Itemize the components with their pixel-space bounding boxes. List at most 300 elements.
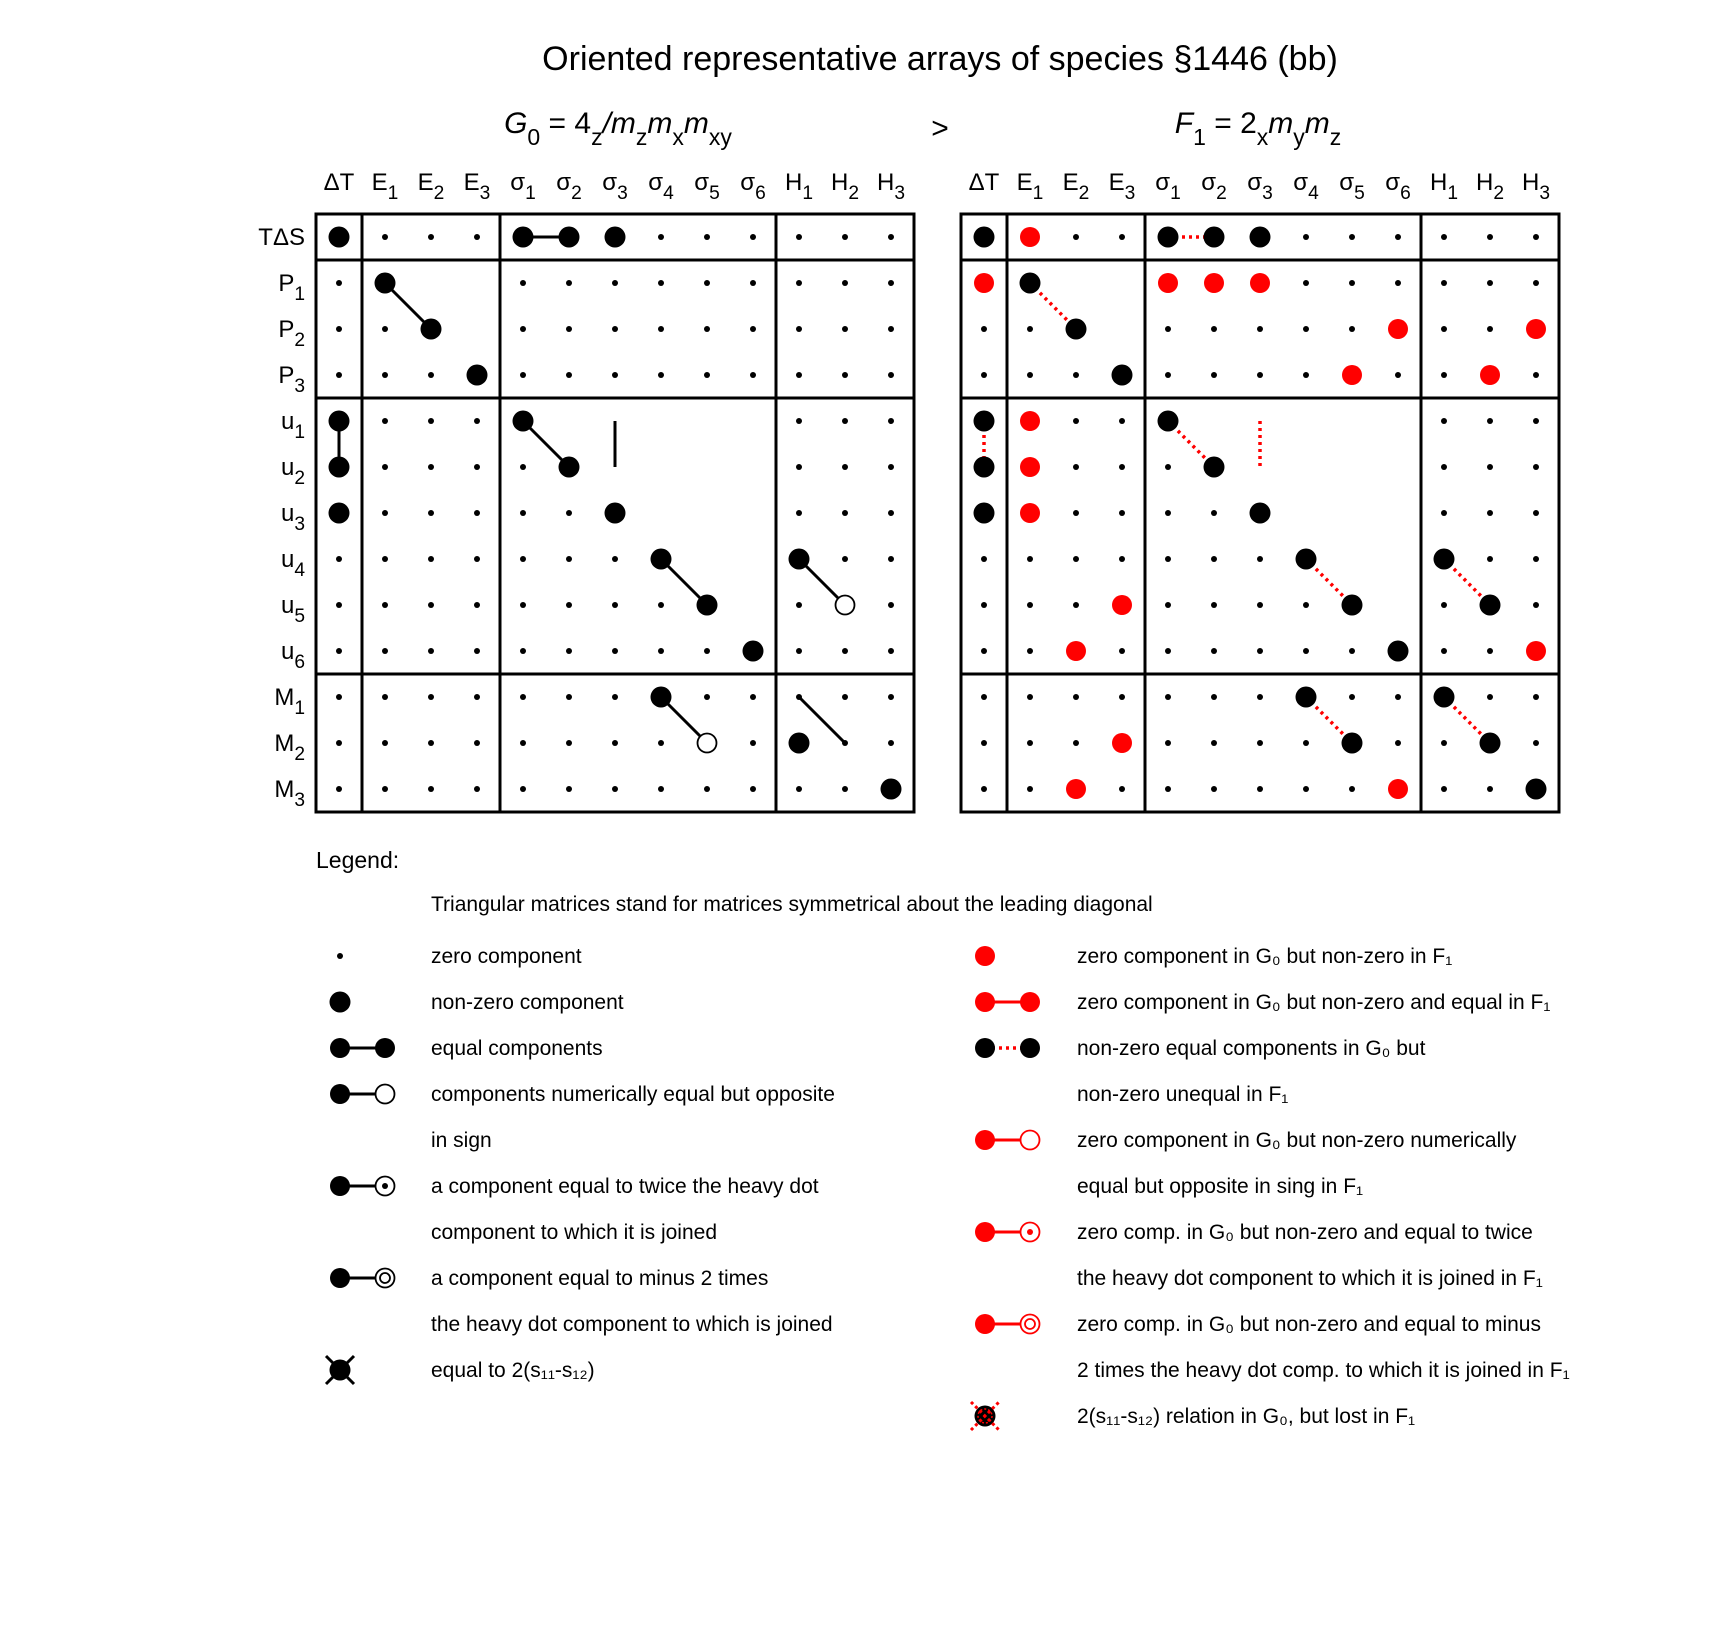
nonzero-component: [974, 227, 995, 248]
row-header: $u_5$: [280, 592, 305, 628]
zero-component: [750, 694, 756, 700]
zero-component: [382, 326, 388, 332]
zero-component: [566, 694, 572, 700]
legend-symbol-minus2: [330, 1268, 395, 1288]
column-header: $E_2$: [1062, 169, 1090, 205]
zero-component: [1441, 740, 1447, 746]
zero-component: [336, 372, 342, 378]
zero-component: [1487, 786, 1493, 792]
legend-symbol-red: [975, 946, 995, 966]
legend-symbol-dotted: [975, 1038, 1040, 1058]
nonzero-component: [375, 273, 396, 294]
zero-component: [1487, 694, 1493, 700]
zero-component: [1303, 602, 1309, 608]
zero-component: [612, 372, 618, 378]
nonzero-component: [974, 503, 995, 524]
zero-component: [1395, 372, 1401, 378]
zero-component: [1073, 694, 1079, 700]
zero-component: [796, 786, 802, 792]
zero-component: [750, 280, 756, 286]
nonzero-component: [743, 641, 764, 662]
legend-text: zero component: [431, 945, 582, 968]
zero-component: [888, 740, 894, 746]
column-header: $H_3$: [876, 169, 906, 205]
zero-component: [1441, 602, 1447, 608]
zero-component: [981, 372, 987, 378]
zero-component: [428, 740, 434, 746]
zero-component: [1119, 786, 1125, 792]
legend-symbol-small: [337, 953, 343, 959]
zero-component: [888, 372, 894, 378]
zero-component: [1349, 234, 1355, 240]
legend-symbol-red-opposite: [975, 1130, 1040, 1150]
zero-component: [474, 648, 480, 654]
zero-component: [382, 418, 388, 424]
zero-component: [1211, 740, 1217, 746]
zero-component: [1211, 602, 1217, 608]
column-header: $H_1$: [784, 169, 814, 205]
zero-component: [704, 234, 710, 240]
column-header: $\sigma_2$: [1201, 169, 1227, 205]
zero-component: [520, 556, 526, 562]
zero-component: [1303, 280, 1309, 286]
zero-component: [658, 648, 664, 654]
zero-component: [474, 786, 480, 792]
zero-component: [1487, 648, 1493, 654]
red-component: [1020, 457, 1040, 477]
zero-component: [1119, 510, 1125, 516]
comparison-symbol: >: [931, 112, 949, 145]
red-component: [1250, 273, 1270, 293]
zero-component: [474, 694, 480, 700]
nonzero-component: [974, 457, 995, 478]
zero-component: [796, 418, 802, 424]
column-header: $\sigma_6$: [1385, 169, 1411, 205]
legend-text: components numerically equal but opposite: [431, 1083, 835, 1106]
red-component: [1388, 319, 1408, 339]
zero-component: [1119, 418, 1125, 424]
zero-component: [842, 740, 848, 746]
group-g0-heading: [504, 107, 732, 150]
legend-symbol-red-minus2: [975, 1314, 1040, 1334]
zero-component: [750, 326, 756, 332]
zero-component: [382, 234, 388, 240]
zero-component: [566, 556, 572, 562]
zero-component: [888, 464, 894, 470]
zero-component: [566, 372, 572, 378]
zero-component: [612, 602, 618, 608]
zero-component: [566, 648, 572, 654]
zero-component: [1441, 464, 1447, 470]
zero-component: [336, 694, 342, 700]
zero-component: [842, 648, 848, 654]
zero-component: [1211, 786, 1217, 792]
zero-component: [658, 786, 664, 792]
zero-component: [704, 694, 710, 700]
column-header: $\sigma_3$: [1247, 169, 1273, 205]
red-component: [1526, 641, 1546, 661]
zero-component: [1027, 372, 1033, 378]
zero-component: [336, 280, 342, 286]
zero-component: [842, 464, 848, 470]
zero-component: [1533, 740, 1539, 746]
legend-text: non-zero unequal in F₁: [1077, 1083, 1289, 1106]
nonzero-component: [329, 503, 350, 524]
zero-component: [1027, 786, 1033, 792]
zero-component: [1073, 234, 1079, 240]
red-component: [1112, 733, 1132, 753]
zero-component: [520, 326, 526, 332]
row-header: $P_1$: [278, 270, 305, 306]
column-header: ΔT: [323, 169, 355, 196]
matrix-f1: [961, 169, 1559, 812]
zero-component: [750, 786, 756, 792]
zero-component: [658, 602, 664, 608]
nonzero-component: [605, 227, 626, 248]
zero-component: [382, 372, 388, 378]
row-header: $P_3$: [278, 362, 305, 398]
zero-component: [1211, 510, 1217, 516]
zero-component: [1349, 280, 1355, 286]
column-header: $\sigma_4$: [648, 169, 674, 205]
column-header: $\sigma_3$: [602, 169, 628, 205]
zero-component: [981, 602, 987, 608]
nonzero-component: [1480, 733, 1501, 754]
zero-component: [1119, 556, 1125, 562]
zero-component: [1257, 556, 1263, 562]
diagram-title: Oriented representative arrays of species §1446 (bb): [542, 40, 1338, 78]
zero-component: [1119, 464, 1125, 470]
zero-component: [1211, 694, 1217, 700]
nonzero-component: [1434, 687, 1455, 708]
row-header: $u_3$: [280, 500, 305, 536]
zero-component: [796, 648, 802, 654]
nonzero-component: [467, 365, 488, 386]
zero-component: [520, 648, 526, 654]
zero-component: [382, 648, 388, 654]
zero-component: [1073, 602, 1079, 608]
zero-component: [1395, 694, 1401, 700]
nonzero-component: [789, 733, 810, 754]
zero-component: [796, 326, 802, 332]
red-component: [974, 273, 994, 293]
zero-component: [1073, 418, 1079, 424]
zero-component: [1119, 234, 1125, 240]
nonzero-component: [974, 411, 995, 432]
zero-component: [1533, 556, 1539, 562]
zero-component: [1303, 234, 1309, 240]
zero-component: [1165, 694, 1171, 700]
zero-component: [566, 602, 572, 608]
legend-symbol-twice: [330, 1176, 395, 1196]
column-header: $\sigma_1$: [1155, 169, 1181, 205]
zero-component: [1027, 694, 1033, 700]
zero-component: [1165, 648, 1171, 654]
nonzero-component: [651, 687, 672, 708]
zero-component: [750, 740, 756, 746]
zero-component: [704, 648, 710, 654]
row-header: $u_1$: [280, 408, 305, 444]
zero-component: [382, 464, 388, 470]
zero-component: [428, 786, 434, 792]
zero-component: [981, 694, 987, 700]
row-header: $u_2$: [280, 454, 305, 490]
zero-component: [888, 556, 894, 562]
zero-component: [1395, 234, 1401, 240]
zero-component: [796, 602, 802, 608]
zero-component: [428, 556, 434, 562]
zero-component: [520, 372, 526, 378]
zero-component: [612, 280, 618, 286]
zero-component: [1257, 740, 1263, 746]
zero-component: [474, 510, 480, 516]
zero-component: [520, 786, 526, 792]
column-header: $E_2$: [417, 169, 445, 205]
zero-component: [474, 740, 480, 746]
zero-component: [1533, 418, 1539, 424]
zero-component: [1073, 464, 1079, 470]
zero-component: [382, 556, 388, 562]
zero-component: [888, 234, 894, 240]
zero-component: [1441, 372, 1447, 378]
legend-text: component to which it is joined: [431, 1221, 717, 1244]
nonzero-component: [1342, 595, 1363, 616]
zero-component: [888, 418, 894, 424]
legend-text: a component equal to twice the heavy dot: [431, 1175, 819, 1198]
zero-component: [612, 786, 618, 792]
zero-component: [1165, 556, 1171, 562]
zero-component: [842, 786, 848, 792]
zero-component: [1533, 510, 1539, 516]
nonzero-component: [1296, 549, 1317, 570]
zero-component: [428, 648, 434, 654]
zero-component: [981, 648, 987, 654]
zero-component: [520, 464, 526, 470]
zero-component: [520, 510, 526, 516]
zero-component: [842, 372, 848, 378]
legend-text: a component equal to minus 2 times: [431, 1267, 769, 1290]
row-header: $u_4$: [280, 546, 305, 582]
zero-component: [1165, 740, 1171, 746]
zero-component: [796, 510, 802, 516]
zero-component: [1211, 648, 1217, 654]
legend-heading: Legend:: [316, 847, 400, 873]
zero-component: [888, 602, 894, 608]
legend-text: zero component in G₀ but non-zero and equal in F₁: [1077, 991, 1551, 1014]
nonzero-component: [1342, 733, 1363, 754]
nonzero-component: [1204, 227, 1225, 248]
column-header: $\sigma_5$: [1339, 169, 1365, 205]
legend-text: 2 times the heavy dot comp. to which it is joined in F₁: [1077, 1359, 1570, 1382]
nonzero-component: [329, 457, 350, 478]
zero-component: [520, 694, 526, 700]
zero-component: [1441, 234, 1447, 240]
column-header: $H_2$: [1475, 169, 1505, 205]
legend-text: zero component in G₀ but non-zero numerically: [1077, 1129, 1517, 1152]
zero-component: [1533, 280, 1539, 286]
zero-component: [658, 326, 664, 332]
zero-component: [336, 648, 342, 654]
nonzero-component: [1250, 503, 1271, 524]
zero-component: [474, 464, 480, 470]
zero-component: [842, 326, 848, 332]
row-header: $u_6$: [280, 638, 305, 674]
nonzero-component: [329, 411, 350, 432]
zero-component: [1487, 418, 1493, 424]
zero-component: [888, 694, 894, 700]
column-header: $\sigma_2$: [556, 169, 582, 205]
column-header: $E_1$: [1016, 169, 1044, 205]
zero-component: [1165, 510, 1171, 516]
zero-component: [888, 510, 894, 516]
zero-component: [1441, 280, 1447, 286]
zero-component: [336, 556, 342, 562]
zero-component: [796, 694, 802, 700]
opposite-component: [836, 596, 855, 615]
zero-component: [981, 556, 987, 562]
column-header: $\sigma_5$: [694, 169, 720, 205]
group-f1-heading: [1175, 107, 1342, 150]
legend-text: equal but opposite in sing in F₁: [1077, 1175, 1364, 1198]
zero-component: [1487, 326, 1493, 332]
zero-component: [520, 740, 526, 746]
zero-component: [1211, 372, 1217, 378]
red-component: [1158, 273, 1178, 293]
zero-component: [1487, 234, 1493, 240]
row-header: $M_3$: [274, 776, 305, 812]
zero-component: [658, 280, 664, 286]
column-header: $\sigma_6$: [740, 169, 766, 205]
zero-component: [612, 556, 618, 562]
legend-text: the heavy dot component to which it is joined in F₁: [1077, 1267, 1543, 1290]
zero-component: [842, 694, 848, 700]
zero-component: [520, 280, 526, 286]
zero-component: [612, 326, 618, 332]
zero-component: [1211, 326, 1217, 332]
zero-component: [796, 280, 802, 286]
zero-component: [1073, 510, 1079, 516]
zero-component: [1211, 556, 1217, 562]
zero-component: [1349, 786, 1355, 792]
red-component: [1066, 641, 1086, 661]
zero-component: [842, 510, 848, 516]
legend-symbol-cross: [326, 1356, 354, 1384]
zero-component: [1349, 326, 1355, 332]
zero-component: [1073, 556, 1079, 562]
zero-component: [704, 786, 710, 792]
zero-component: [428, 510, 434, 516]
zero-component: [1533, 234, 1539, 240]
zero-component: [1303, 648, 1309, 654]
nonzero-component: [559, 227, 580, 248]
zero-component: [382, 510, 388, 516]
red-component: [1342, 365, 1362, 385]
zero-component: [382, 602, 388, 608]
zero-component: [888, 648, 894, 654]
zero-component: [981, 740, 987, 746]
row-header: $M_1$: [274, 684, 305, 720]
zero-component: [1349, 694, 1355, 700]
zero-component: [1027, 648, 1033, 654]
legend-text: non-zero component: [431, 991, 624, 1014]
zero-component: [1165, 464, 1171, 470]
zero-component: [1303, 740, 1309, 746]
legend-symbol-red-cross: [971, 1402, 999, 1430]
zero-component: [1165, 786, 1171, 792]
zero-component: [474, 602, 480, 608]
zero-component: [428, 602, 434, 608]
row-header: $P_2$: [278, 316, 305, 352]
zero-component: [336, 326, 342, 332]
zero-component: [750, 372, 756, 378]
column-header: $E_3$: [1108, 169, 1136, 205]
zero-component: [1119, 648, 1125, 654]
group-formula: $G_0 = 4_z/m_zm_xm_{xy}$: [504, 107, 732, 150]
nonzero-component: [605, 503, 626, 524]
nonzero-component: [1388, 641, 1409, 662]
nonzero-component: [513, 227, 534, 248]
zero-component: [1027, 740, 1033, 746]
zero-component: [981, 326, 987, 332]
nonzero-component: [559, 457, 580, 478]
zero-component: [612, 694, 618, 700]
zero-component: [1487, 510, 1493, 516]
opposite-component: [698, 734, 717, 753]
nonzero-component: [651, 549, 672, 570]
zero-component: [1441, 510, 1447, 516]
legend-note: Triangular matrices stand for matrices symmetrical about the leading diagonal: [431, 893, 1153, 916]
zero-component: [658, 372, 664, 378]
zero-component: [474, 234, 480, 240]
nonzero-component: [1526, 779, 1547, 800]
zero-component: [842, 556, 848, 562]
zero-component: [382, 740, 388, 746]
zero-component: [1441, 326, 1447, 332]
column-header: $\sigma_4$: [1293, 169, 1319, 205]
zero-component: [566, 510, 572, 516]
zero-component: [1349, 648, 1355, 654]
zero-component: [842, 418, 848, 424]
zero-component: [1165, 602, 1171, 608]
zero-component: [888, 326, 894, 332]
nonzero-component: [1204, 457, 1225, 478]
column-header: $E_1$: [371, 169, 399, 205]
zero-component: [1303, 786, 1309, 792]
legend-text: equal components: [431, 1037, 603, 1060]
zero-component: [1257, 326, 1263, 332]
zero-component: [1533, 372, 1539, 378]
red-component: [1020, 503, 1040, 523]
column-header: $H_2$: [830, 169, 860, 205]
red-component: [1020, 411, 1040, 431]
zero-component: [704, 280, 710, 286]
zero-component: [566, 786, 572, 792]
zero-component: [1165, 326, 1171, 332]
matrix-g0: [258, 169, 914, 812]
legend-text: zero comp. in G₀ but non-zero and equal to twice: [1077, 1221, 1533, 1244]
zero-component: [1027, 602, 1033, 608]
zero-component: [842, 280, 848, 286]
legend-text: zero comp. in G₀ but non-zero and equal to minus: [1077, 1313, 1541, 1336]
zero-component: [1487, 556, 1493, 562]
nonzero-component: [1020, 273, 1041, 294]
zero-component: [1073, 740, 1079, 746]
zero-component: [474, 556, 480, 562]
zero-component: [428, 234, 434, 240]
nonzero-component: [1434, 549, 1455, 570]
nonzero-component: [1480, 595, 1501, 616]
zero-component: [1395, 280, 1401, 286]
